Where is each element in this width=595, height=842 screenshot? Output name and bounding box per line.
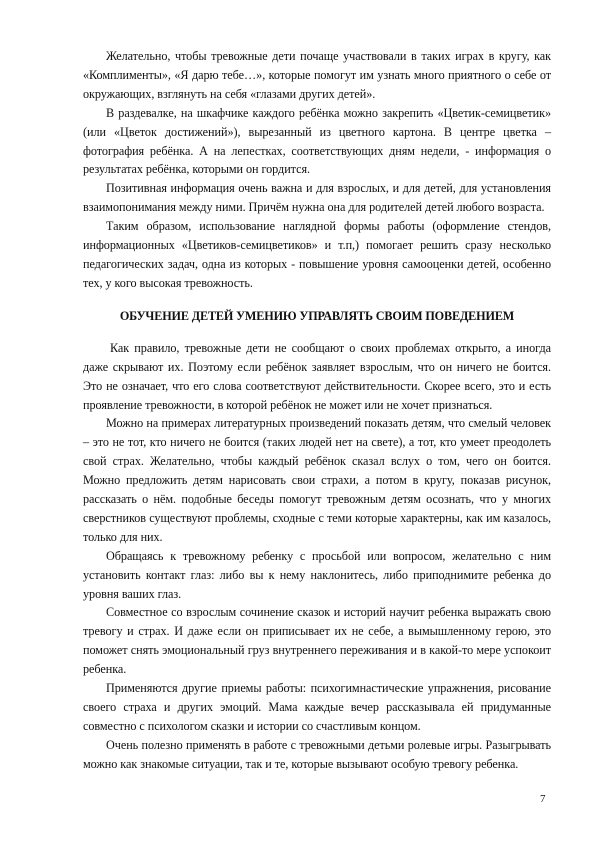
paragraph-flower-of-achievements: В раздевалке, на шкафчике каждого ребёнка можно закрепить «Цветик-семицветик» (или «Цветок достижений»), вырезанный из цветного картона. В центре цветка – фотография ребёнка. А на лепестках, соответствующих дням недели, - информация о результатах ребёнка, которыми он гордится. [83,105,551,177]
paragraph-literary-examples: Можно на примерах литературных произведений показать детям, что смелый человек – это не тот, кто ничего не боится (таких людей нет на свете), а тот, кто умеет преодолеть свой страх. Желательно, чтобы каждый ребёнок сказал вслух о том, чего он боится. Можно предложить детям нарисовать свои страхи, а потом в кругу, показав рисунок, рассказать о нём. подобные беседы помогут тревожным детям осознать, что у многих сверстников существуют проблемы, сходные с теми которые характерны, как им казалось, только для них. [83,416,551,544]
paragraph-role-play: Очень полезно применять в работе с тревожными детьми ролевые игры. Разыгрывать можно как знакомые ситуации, так и те, которые вызывают особую тревогу ребенка. [83,737,551,771]
paragraph-hidden-anxiety: Как правило, тревожные дети не сообщают о своих проблемах открыто, а иногда даже скрывают их. Поэтому если ребёнок заявляет взрослым, что он ничего не боится. Это не означает, что его слова соответствуют действительности. Скорее всего, это и есть проявление тревожности, в которой ребёнок не может или не хочет признаться. [83,340,551,412]
paragraph-eye-contact: Обращаясь к тревожному ребенку с просьбой или вопросом, желательно с ним установить контакт глаз: либо вы к нему наклонитесь, либо приподнимите ребенка до уровня ваших глаз. [83,548,551,601]
page-number: 7 [540,793,546,805]
paragraph-positive-information: Позитивная информация очень важна и для взрослых, и для детей, для установления взаимопонимания между ними. Причём нужна она для родителей детей любого возраста. [83,181,551,215]
section-heading: ОБУЧЕНИЕ ДЕТЕЙ УМЕНИЮ УПРАВЛЯТЬ СВОИМ ПОВЕДЕНИЕМ [119,308,515,323]
paragraph-joint-stories: Совместное со взрослым сочинение сказок и историй научит ребенка выражать свою тревогу и страх. И даже если он приписывает их не себе, а вымышленному герою, это поможет снять эмоциональный груз внутреннего переживания и в какой-то мере успокоит ребенка. [83,605,551,677]
paragraph-other-techniques: Применяются другие приемы работы: психогимнастические упражнения, рисование своего страха и других эмоций. Мама каждые вечер рассказывала ей придуманные совместно с психологом сказки и истории со счастливым концом. [83,681,551,733]
document-page [83,47,551,774]
paragraph-games-in-circle: Желательно, чтобы тревожные дети почаще участвовали в таких играх в кругу, как «Комплименты», «Я дарю тебе…», которые помогут им узнать много приятного о себе от окружающих, взглянуть на себя «глазами других детей». [83,49,551,101]
paragraph-visual-work-form: Таким образом, использование наглядной формы работы (оформление стендов, информационных «Цветиков-семицветиков» и т.п,) помогает решить сразу несколько педагогических задач, одна из которых - повышение уровня самооценки детей, особенно тех, у кого высокая тревожность. [83,219,551,290]
